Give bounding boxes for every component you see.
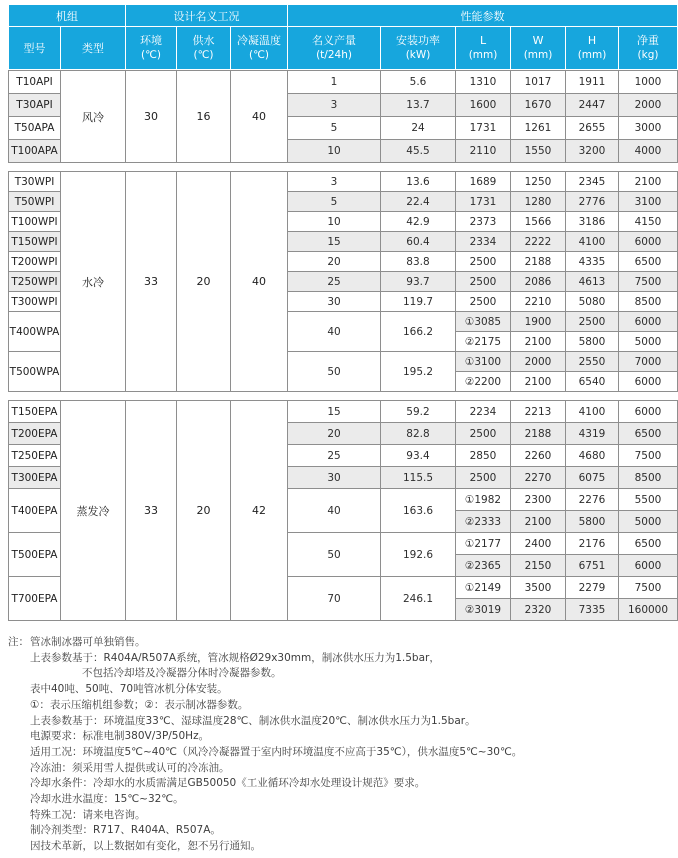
column-label: 名义产量 [312,34,357,47]
height-cell: 6540 [566,372,619,392]
height-cell: 5800 [566,332,619,352]
height-cell: 2655 [566,117,619,140]
width-cell: 3500 [511,577,566,599]
power-cell: 93.4 [381,445,456,467]
column-label: L [479,34,487,47]
capacity-cell: 50 [288,352,381,392]
length-cell: 1689 [456,172,511,192]
power-cell: 246.1 [381,577,456,621]
length-cell: ①1982 [456,489,511,511]
length-cell: ②3019 [456,599,511,621]
supply-water-temp-cell: 20 [177,401,231,621]
spec-table-evaporative-cooled [8,400,678,621]
length-cell: 1310 [456,71,511,94]
width-cell: 2188 [511,423,566,445]
spec-row [9,172,678,192]
height-cell: 2176 [566,533,619,555]
width-cell: 2188 [511,252,566,272]
height-cell: 4680 [566,445,619,467]
capacity-cell: 20 [288,252,381,272]
length-cell: 1600 [456,94,511,117]
power-cell: 166.2 [381,312,456,352]
power-cell: 83.8 [381,252,456,272]
length-cell: 2234 [456,401,511,423]
width-cell: 1250 [511,172,566,192]
notes [8,635,678,855]
width-cell: 2300 [511,489,566,511]
net-weight-cell: 7500 [619,272,678,292]
capacity-cell: 40 [288,312,381,352]
net-weight-cell: 5500 [619,489,678,511]
group-header-cell: 机组 [9,5,126,27]
length-cell: ①2177 [456,533,511,555]
height-cell: 2447 [566,94,619,117]
notes-lines [30,635,678,855]
length-cell: 2500 [456,272,511,292]
height-cell: 4319 [566,423,619,445]
column-unit: (mm) [468,49,498,61]
length-cell: 2500 [456,423,511,445]
height-cell: 1911 [566,71,619,94]
power-cell: 5.6 [381,71,456,94]
column-label: 冷凝温度 [237,34,281,47]
height-cell: 2279 [566,577,619,599]
supply-water-temp-cell: 16 [177,71,231,163]
note-line: 制冷剂类型：R717、R404A、R507A。 [30,824,221,837]
net-weight-cell: 7500 [619,577,678,599]
length-cell: 2373 [456,212,511,232]
width-cell: 2000 [511,352,566,372]
column-header-cell [288,27,381,70]
height-cell: 4100 [566,401,619,423]
column-header-cell [566,27,619,70]
width-cell: 2270 [511,467,566,489]
note-line: 管冰制冰器可单独销售。 [30,636,146,648]
width-cell: 2213 [511,401,566,423]
capacity-cell: 40 [288,489,381,533]
column-header-cell [61,27,126,70]
length-cell: ②2175 [456,332,511,352]
ambient-temp-cell: 33 [126,172,177,392]
power-cell: 13.6 [381,172,456,192]
note-line: 电源要求：标准电制380V/3P/50Hz。 [30,730,210,743]
height-cell: 2776 [566,192,619,212]
column-label: 净重 [637,34,660,47]
width-cell: 1900 [511,312,566,332]
column-unit: (mm) [523,49,553,61]
net-weight-cell: 3000 [619,117,678,140]
length-cell: ②2365 [456,555,511,577]
model-cell: T10API [9,71,61,94]
spec-sections [0,70,678,621]
condensing-temp-cell: 40 [231,71,288,163]
net-weight-cell: 6500 [619,423,678,445]
model-cell: T250WPI [9,272,61,292]
length-cell: ①2149 [456,577,511,599]
capacity-cell: 30 [288,467,381,489]
net-weight-cell: 7000 [619,352,678,372]
power-cell: 60.4 [381,232,456,252]
power-cell: 22.4 [381,192,456,212]
note-line: 适用工况：环境温度5℃~40℃（风冷冷凝器置于室内时环境温度不应高于35℃），供水温度5℃~30℃。 [30,745,523,758]
height-cell: 7335 [566,599,619,621]
length-cell: 2500 [456,252,511,272]
type-cell: 蒸发冷 [61,401,126,621]
height-cell: 6075 [566,467,619,489]
length-cell: 1731 [456,117,511,140]
column-label: 安装功率 [396,34,441,47]
net-weight-cell: 6000 [619,372,678,392]
width-cell: 2260 [511,445,566,467]
type-cell: 风冷 [61,71,126,163]
column-unit: (℃) [141,49,161,61]
column-header-cell [9,27,61,70]
model-cell: T30API [9,94,61,117]
note-line: 因技术革新，以上数据如有变化，恕不另行通知。 [30,840,261,853]
height-cell: 2500 [566,312,619,332]
net-weight-cell: 2000 [619,94,678,117]
power-cell: 13.7 [381,94,456,117]
model-cell: T100WPI [9,212,61,232]
model-cell: T250EPA [9,445,61,467]
model-cell: T300WPI [9,292,61,312]
height-cell: 2345 [566,172,619,192]
height-cell: 5800 [566,511,619,533]
notes-label: 注： [8,636,29,648]
ambient-temp-cell: 30 [126,71,177,163]
model-cell: T30WPI [9,172,61,192]
net-weight-cell: 4150 [619,212,678,232]
width-cell: 2222 [511,232,566,252]
width-cell: 2100 [511,332,566,352]
column-label: 供水 [192,34,215,47]
height-cell: 2276 [566,489,619,511]
spec-row [9,401,678,423]
capacity-cell: 70 [288,577,381,621]
height-cell: 3200 [566,140,619,163]
ambient-temp-cell: 33 [126,401,177,621]
capacity-cell: 3 [288,94,381,117]
power-cell: 24 [381,117,456,140]
width-cell: 2210 [511,292,566,312]
width-cell: 1550 [511,140,566,163]
capacity-cell: 50 [288,533,381,577]
net-weight-cell: 4000 [619,140,678,163]
width-cell: 2086 [511,272,566,292]
length-cell: 1731 [456,192,511,212]
column-label: H [587,34,597,47]
spec-header-table [8,4,678,70]
net-weight-cell: 6000 [619,401,678,423]
model-cell: T50APA [9,117,61,140]
height-cell: 5080 [566,292,619,312]
column-unit: (mm) [577,49,607,61]
length-cell: 2850 [456,445,511,467]
supply-water-temp-cell: 20 [177,172,231,392]
header-group-row [9,5,678,27]
note-line: ①：表示压缩机组参数；②：表示制冰器参数。 [30,698,249,711]
capacity-cell: 1 [288,71,381,94]
column-header-cell [231,27,288,70]
net-weight-cell: 7500 [619,445,678,467]
model-cell: T200EPA [9,423,61,445]
note-line: 冷冻油：须采用雪人提供或认可的冷冻油。 [30,761,230,774]
column-header-row [9,27,678,70]
width-cell: 2100 [511,511,566,533]
length-cell: 2500 [456,292,511,312]
column-header-cell [126,27,177,70]
capacity-cell: 10 [288,140,381,163]
power-cell: 82.8 [381,423,456,445]
net-weight-cell: 5000 [619,332,678,352]
model-cell: T400WPA [9,312,61,352]
note-line: 表中40吨、50吨、70吨管冰机分体安装。 [30,683,228,696]
column-header-cell [177,27,231,70]
model-cell: T500WPA [9,352,61,392]
column-unit: (℃) [193,49,214,61]
group-header-cell: 性能参数 [288,5,678,27]
width-cell: 1566 [511,212,566,232]
net-weight-cell: 3100 [619,192,678,212]
column-unit: (t/24h) [316,49,352,61]
power-cell: 115.5 [381,467,456,489]
power-cell: 192.6 [381,533,456,577]
width-cell: 2100 [511,372,566,392]
capacity-cell: 25 [288,272,381,292]
height-cell: 4613 [566,272,619,292]
height-cell: 4100 [566,232,619,252]
note-line: 特殊工况：请来电咨询。 [30,808,146,821]
type-cell: 水冷 [61,172,126,392]
power-cell: 45.5 [381,140,456,163]
column-header-cell [456,27,511,70]
column-label: W [532,34,544,47]
height-cell: 2550 [566,352,619,372]
net-weight-cell: 2100 [619,172,678,192]
net-weight-cell: 6000 [619,555,678,577]
length-cell: ①3100 [456,352,511,372]
condensing-temp-cell: 42 [231,401,288,621]
length-cell: ②2200 [456,372,511,392]
model-cell: T150EPA [9,401,61,423]
model-cell: T100APA [9,140,61,163]
model-cell: T300EPA [9,467,61,489]
capacity-cell: 5 [288,192,381,212]
column-unit: (kW) [405,49,431,61]
capacity-cell: 15 [288,401,381,423]
model-cell: T50WPI [9,192,61,212]
model-cell: T700EPA [9,577,61,621]
capacity-cell: 5 [288,117,381,140]
power-cell: 42.9 [381,212,456,232]
capacity-cell: 10 [288,212,381,232]
capacity-cell: 25 [288,445,381,467]
net-weight-cell: 1000 [619,71,678,94]
width-cell: 2400 [511,533,566,555]
note-line: 冷却水进水温度：15℃~32℃。 [30,793,184,806]
net-weight-cell: 6500 [619,252,678,272]
model-cell: T200WPI [9,252,61,272]
spec-table-water-cooled [8,171,678,392]
capacity-cell: 20 [288,423,381,445]
power-cell: 59.2 [381,401,456,423]
height-cell: 3186 [566,212,619,232]
capacity-cell: 3 [288,172,381,192]
net-weight-cell: 160000 [619,599,678,621]
model-cell: T500EPA [9,533,61,577]
header-body [9,5,678,70]
length-cell: 2110 [456,140,511,163]
net-weight-cell: 6000 [619,312,678,332]
section-body [9,71,678,163]
length-cell: 2334 [456,232,511,252]
column-header-cell [619,27,678,70]
column-header-cell [511,27,566,70]
model-cell: T150WPI [9,232,61,252]
capacity-cell: 30 [288,292,381,312]
note-line: 冷却水条件：冷却水的水质需满足GB50050《工业循环冷却水处理设计规范》要求。 [30,777,426,790]
net-weight-cell: 6500 [619,533,678,555]
note-line: 上表参数基于：R404A/R507A系统，管冰规格Ø29x30mm，制冰供水压力为1.5bar， [30,651,440,664]
height-cell: 6751 [566,555,619,577]
column-label: 型号 [23,41,46,55]
spec-row [9,71,678,94]
note-line: 不包括冷却塔及冷凝器分体时冷凝器参数。 [82,667,282,680]
width-cell: 2150 [511,555,566,577]
group-header-cell: 设计名义工况 [126,5,288,27]
length-cell: ②2333 [456,511,511,533]
condensing-temp-cell: 40 [231,172,288,392]
net-weight-cell: 8500 [619,292,678,312]
section-body [9,401,678,621]
net-weight-cell: 6000 [619,232,678,252]
column-unit: (kg) [637,49,659,61]
net-weight-cell: 5000 [619,511,678,533]
width-cell: 1280 [511,192,566,212]
note-line: 上表参数基于：环境温度33℃、湿球温度28℃、制冰供水温度20℃、制冰供水压力为1.5bar。 [30,714,476,727]
model-cell: T400EPA [9,489,61,533]
power-cell: 195.2 [381,352,456,392]
width-cell: 2320 [511,599,566,621]
column-label: 类型 [82,41,104,55]
column-label: 环境 [140,34,162,47]
width-cell: 1670 [511,94,566,117]
length-cell: ①3085 [456,312,511,332]
width-cell: 1017 [511,71,566,94]
power-cell: 119.7 [381,292,456,312]
height-cell: 4335 [566,252,619,272]
column-header-cell [381,27,456,70]
power-cell: 163.6 [381,489,456,533]
power-cell: 93.7 [381,272,456,292]
section-body [9,172,678,392]
width-cell: 1261 [511,117,566,140]
column-unit: (℃) [249,49,269,61]
length-cell: 2500 [456,467,511,489]
capacity-cell: 15 [288,232,381,252]
net-weight-cell: 8500 [619,467,678,489]
spec-table-air-cooled [8,70,678,163]
